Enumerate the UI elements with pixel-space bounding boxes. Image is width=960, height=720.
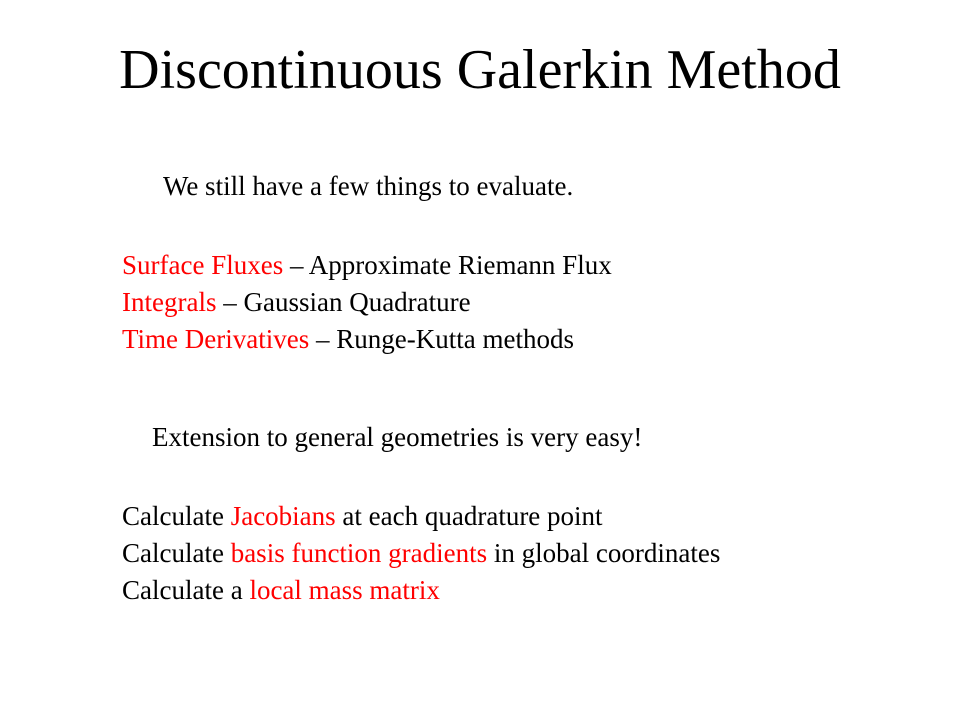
evaluation-item xyxy=(122,286,471,318)
calculation-item xyxy=(122,537,720,569)
evaluation-item xyxy=(122,323,574,355)
calculation-suffix: in global coordinates xyxy=(487,538,721,568)
evaluation-term: Surface Fluxes xyxy=(122,250,284,280)
calculation-prefix: Calculate xyxy=(122,538,231,568)
calculation-suffix: at each quadrature point xyxy=(335,501,603,531)
evaluation-separator: – xyxy=(216,287,244,317)
evaluation-term: Integrals xyxy=(122,287,217,317)
evaluation-separator: – xyxy=(283,250,309,280)
evaluation-term: Time Derivatives xyxy=(122,324,310,354)
slide-title: Discontinuous Galerkin Method xyxy=(119,39,841,101)
evaluation-method: Approximate Riemann Flux xyxy=(308,250,612,280)
evaluation-method: Runge-Kutta methods xyxy=(336,324,574,354)
calculation-prefix: Calculate xyxy=(122,501,231,531)
calculation-prefix: Calculate a xyxy=(122,575,250,605)
calculation-highlight: basis function gradients xyxy=(230,538,488,568)
evaluation-separator: – xyxy=(309,324,337,354)
evaluation-method: Gaussian Quadrature xyxy=(243,287,471,317)
calculation-highlight: local mass matrix xyxy=(249,575,440,605)
intro-text: We still have a few things to evaluate. xyxy=(163,171,574,201)
evaluation-item xyxy=(122,249,612,281)
calculation-item xyxy=(122,500,603,532)
calculation-highlight: Jacobians xyxy=(230,501,336,531)
extension-text: Extension to general geometries is very easy! xyxy=(152,422,643,452)
calculation-item xyxy=(122,574,440,606)
